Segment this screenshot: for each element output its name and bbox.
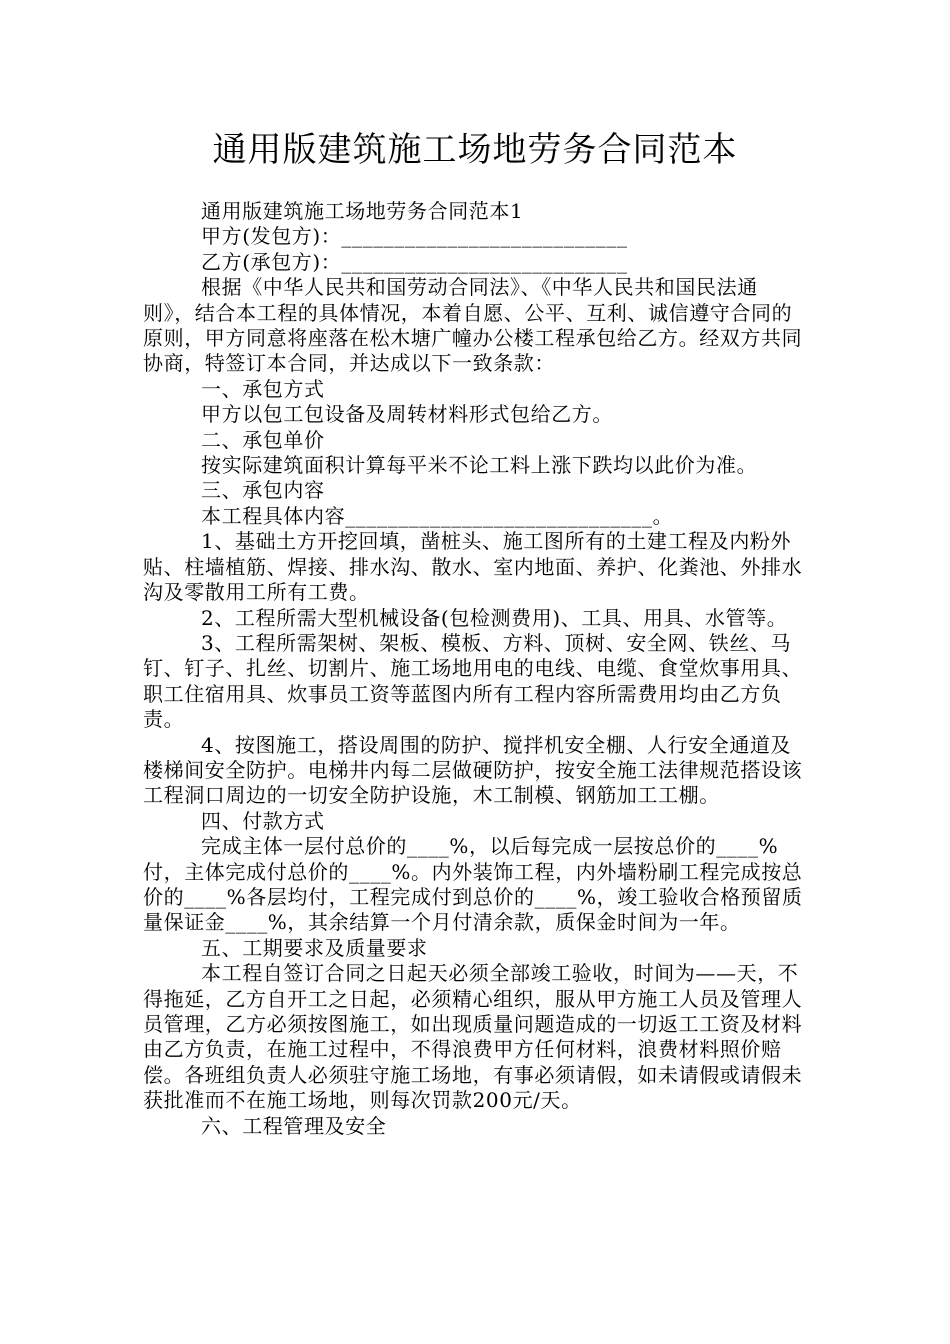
section-heading-5: 五、工期要求及质量要求 (201, 935, 428, 960)
section-heading-6: 六、工程管理及安全 (201, 1113, 387, 1138)
section-3-item-2: 2、工程所需大型机械设备(包检测费用)、工具、用具、水管等。 (201, 605, 788, 630)
section-3-intro: 本工程具体内容_____________________________。 (201, 503, 674, 528)
section-5-paragraph: 本工程自签订合同之日起天必须全部竣工验收，时间为——天，不得拖延，乙方自开工之日起，必须精心组织，服从甲方施工人员及管理人员管理，乙方必须按图施工，如出现质量问题造成的一切返工工资及材料由乙方负责，在施工过程中，不得浪费甲方任何材料，浪费材料照价赔偿。各班组负责人必须驻守施工场地，有事必须请假，如未请假或请假未获批准而不在施工场地，则每次罚款200元/天。 (143, 961, 803, 1113)
document-title: 通用版建筑施工场地劳务合同范本 (212, 130, 738, 170)
section-3-item-3: 3、工程所需架树、架板、模板、方料、顶树、安全网、铁丝、马钉、钉子、扎丝、切割片、施工场地用电的电线、电缆、食堂炊事用具、职工住宿用具、炊事员工资等蓝图内所有工程内容所需费用均由乙方负责。 (143, 630, 803, 732)
preamble-paragraph: 根据《中华人民共和国劳动合同法》、《中华人民共和国民法通则》，结合本工程的具体情况，本着自愿、公平、互利、诚信遵守合同的原则，甲方同意将座落在松木塘广幢办公楼工程承包给乙方。经双方共同协商，特签订本合同，并达成以下一致条款： (143, 275, 803, 376)
party-a-line: 甲方(发包方)：___________________________ (201, 224, 628, 249)
party-b-line: 乙方(承包方)：___________________________ (201, 249, 628, 274)
section-heading-3: 三、承包内容 (201, 478, 325, 503)
section-2-paragraph: 按实际建筑面积计算每平米不论工料上涨下跌均以此价为准。 (201, 453, 758, 478)
section-heading-1: 一、承包方式 (201, 376, 325, 401)
section-4-paragraph: 完成主体一层付总价的____%，以后每完成一层按总价的____%付，主体完成付总价的____%。内外装饰工程，内外墙粉刷工程完成按总价的____%各层均付，工程完成付到总价的____%，竣工验收合格预留质量保证金____%，其余结算一个月付清余款，质保金时间为一年。 (143, 834, 803, 935)
section-1-paragraph: 甲方以包工包设备及周转材料形式包给乙方。 (201, 402, 613, 427)
section-heading-4: 四、付款方式 (201, 808, 325, 833)
document-body (143, 199, 809, 1139)
subtitle-line: 通用版建筑施工场地劳务合同范本1 (201, 199, 524, 223)
section-heading-2: 二、承包单价 (201, 427, 325, 452)
section-3-item-1: 1、基础土方开挖回填，凿桩头、施工图所有的土建工程及内粉外贴、柱墙植筋、焊接、排水沟、散水、室内地面、养护、化粪池、外排水沟及零散用工所有工费。 (143, 529, 803, 605)
section-3-item-4: 4、按图施工，搭设周围的防护、搅拌机安全棚、人行安全通道及楼梯间安全防护。电梯井内每二层做硬防护，按安全施工法律规范搭设该工程洞口周边的一切安全防护设施，木工制模、钢筋加工工棚。 (143, 732, 803, 808)
